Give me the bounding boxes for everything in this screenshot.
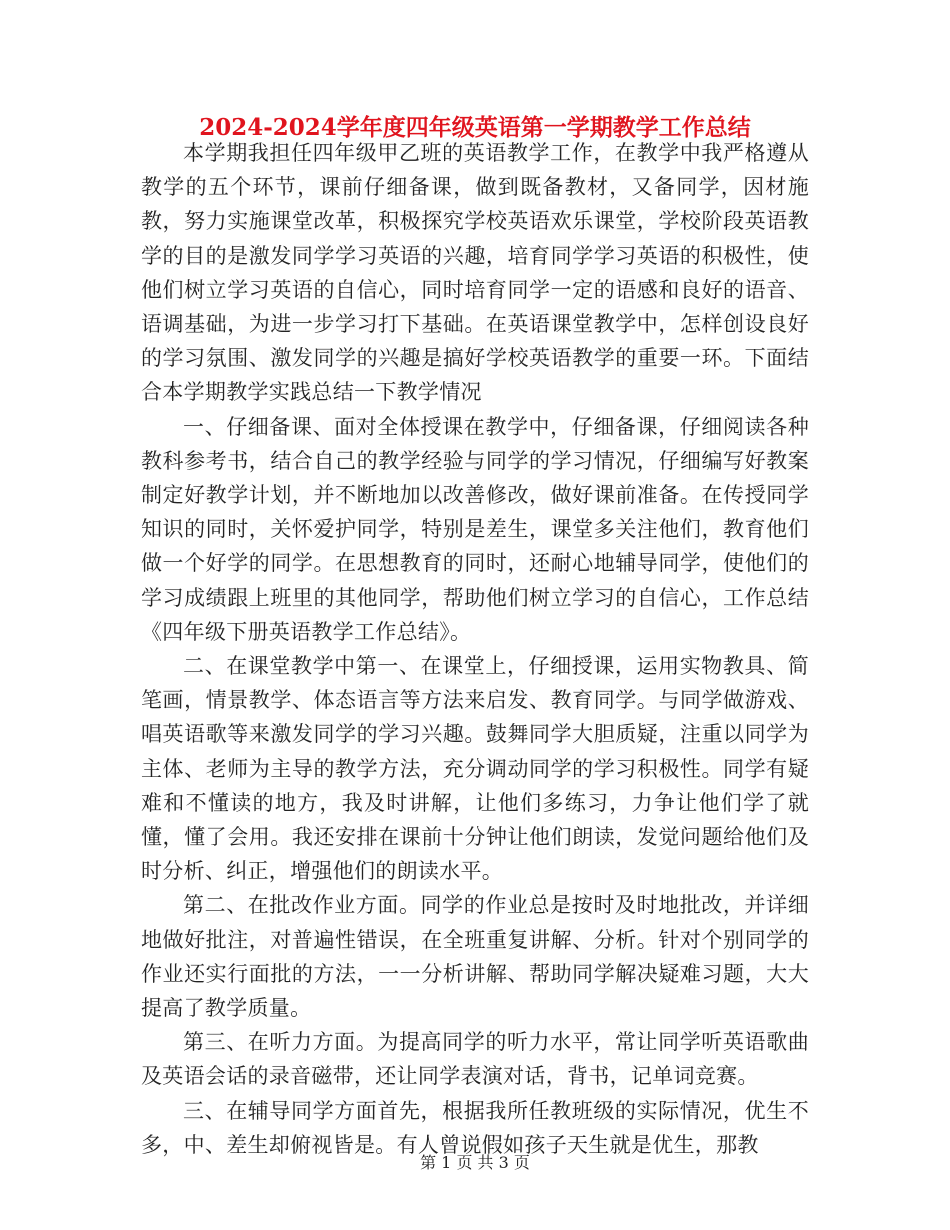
paragraph-section-3: 三、在辅导同学方面首先，根据我所任教班级的实际情况，优生不多，中、差生却俯视皆是。有人曾说假如孩子天生就是优生，那教 (141, 1098, 809, 1157)
paragraph-homework: 第二、在批改作业方面。同学的作业总是按时及时地批改，并详细地做好批注，对普遍性错误，在全班重复讲解、分析。针对个别同学的作业还实行面批的方法，一一分析讲解、帮助同学解决疑难习题，大大提高了教学质量。 (141, 893, 809, 1021)
paragraph-section-2: 二、在课堂教学中第一、在课堂上，仔细授课，运用实物教具、简笔画，情景教学、体态语言等方法来启发、教育同学。与同学做游戏、唱英语歌等来激发同学的学习兴趣。鼓舞同学大胆质疑，注重以同学为主体、老师为主导的教学方法，充分调动同学的学习积极性。同学有疑难和不懂读的地方，我及时讲解，让他们多练习，力争让他们学了就懂，懂了会用。我还安排在课前十分钟让他们朗读，发觉问题给他们及时分析、纠正，增强他们的朗读水平。 (141, 654, 809, 884)
document-title: 2024-2024学年度四年级英语第一学期教学工作总结 (199, 114, 751, 141)
page-footer: 第 1 页 共 3 页 (420, 1153, 530, 1172)
paragraph-section-1: 一、仔细备课、面对全体授课在教学中，仔细备课，仔细阅读各种教科参考书，结合自己的教学经验与同学的学习情况，仔细编写好教案制定好教学计划，并不断地加以改善修改，做好课前准备。在传授同学知识的同时，关怀爱护同学，特别是差生，课堂多关注他们，教育他们做一个好学的同学。在思想教育的同时，还耐心地辅导同学，使他们的学习成绩跟上班里的其他同学，帮助他们树立学习的自信心，工作总结《四年级下册英语教学工作总结》。 (141, 414, 809, 644)
paragraph-listening: 第三、在听力方面。为提高同学的听力水平，常让同学听英语歌曲及英语会话的录音磁带，还让同学表演对话，背书，记单词竞赛。 (141, 1030, 809, 1089)
paragraph-intro: 本学期我担任四年级甲乙班的英语教学工作，在教学中我严格遵从教学的五个环节，课前仔细备课，做到既备教材，又备同学，因材施教，努力实施课堂改革，积极探究学校英语欢乐课堂，学校阶段英语教学的目的是激发同学学习英语的兴趣，培育同学学习英语的积极性，使他们树立学习英语的自信心，同时培育同学一定的语感和良好的语音、语调基础，为进一步学习打下基础。在英语课堂教学中，怎样创设良好的学习氛围、激发同学的兴趣是搞好学校英语教学的重要一环。下面结合本学期教学实践总结一下教学情况 (141, 141, 809, 405)
document-body (141, 136, 809, 1162)
